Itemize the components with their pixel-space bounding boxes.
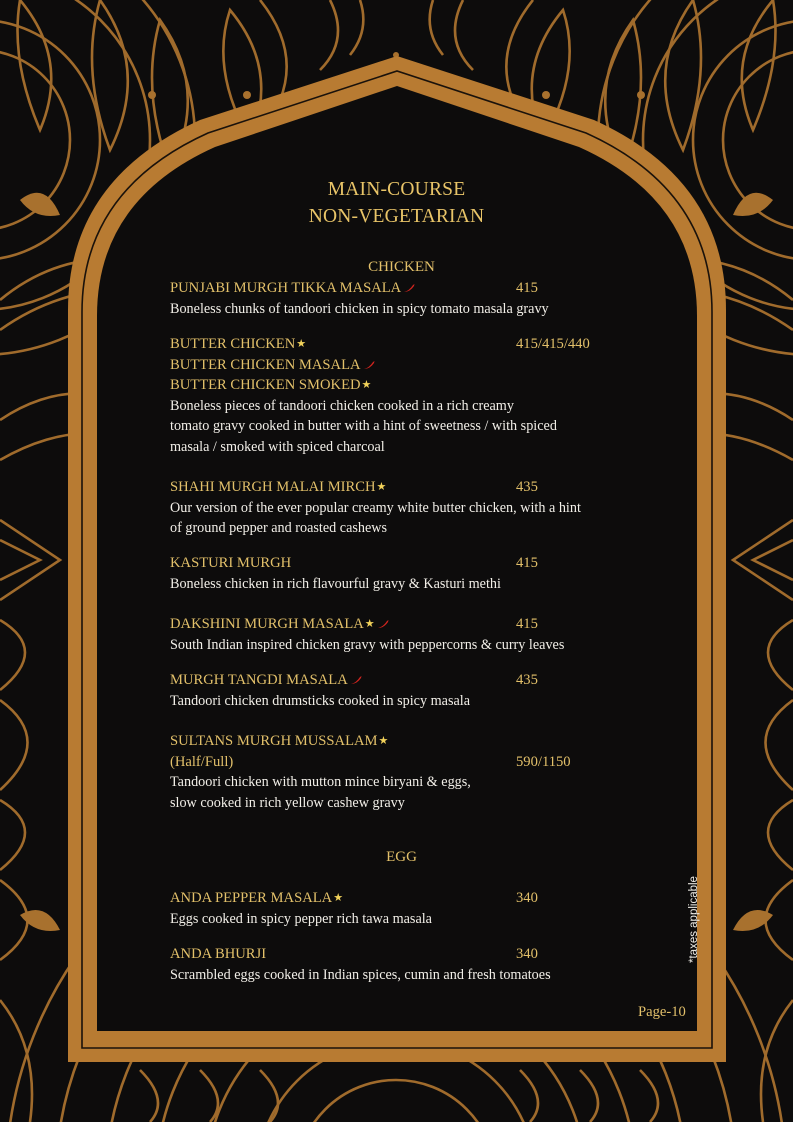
item-price: 340 xyxy=(516,890,538,906)
item-price: 340 xyxy=(516,946,538,962)
section-heading-egg: EGG xyxy=(386,849,417,865)
menu-item xyxy=(170,614,650,655)
spicy-chili-icon xyxy=(377,619,389,629)
item-name: BUTTER CHICKEN SMOKED★ xyxy=(170,377,372,393)
section-heading-chicken: CHICKEN xyxy=(368,259,435,275)
spicy-chili-icon xyxy=(350,675,362,685)
item-description: Boneless chicken in rich flavourful gravy & Kasturi methi xyxy=(170,575,501,592)
chef-special-star-icon: ★ xyxy=(361,379,372,391)
chef-special-star-icon: ★ xyxy=(333,892,344,904)
item-price: 590/1150 xyxy=(516,753,571,770)
item-description: Tandoori chicken with mutton mince biryani & eggs, xyxy=(170,774,471,790)
item-name: BUTTER CHICKEN MASALA xyxy=(170,355,650,376)
menu-item xyxy=(170,278,650,319)
menu-item xyxy=(170,334,650,457)
item-price: 415 xyxy=(516,616,538,632)
spicy-chili-icon xyxy=(363,360,375,370)
chef-special-star-icon: ★ xyxy=(378,735,389,747)
menu-item xyxy=(170,888,650,929)
item-name: SULTANS MURGH MUSSALAM★ xyxy=(170,733,389,749)
item-name: BUTTER CHICKEN★ xyxy=(170,336,307,352)
item-description: Our version of the ever popular creamy white butter chicken, with a hint xyxy=(170,499,581,516)
page-number: Page-10 xyxy=(638,1004,686,1020)
page-title-line1: MAIN-COURSE xyxy=(327,179,466,200)
item-description: Boneless chunks of tandoori chicken in spicy tomato masala gravy xyxy=(170,300,549,317)
item-name: DAKSHINI MURGH MASALA★ xyxy=(170,614,650,635)
item-price: 415/415/440 xyxy=(516,336,590,352)
item-description: Scrambled eggs cooked in Indian spices, cumin and fresh tomatoes xyxy=(170,966,551,983)
menu-item xyxy=(170,477,650,539)
item-name: ANDA BHURJI xyxy=(170,946,267,962)
item-description: masala / smoked with spiced charcoal xyxy=(170,438,385,455)
taxes-note: *taxes applicable xyxy=(688,876,700,963)
page-title-line2: NON-VEGETARIAN xyxy=(308,206,485,227)
item-price: 435 xyxy=(516,479,538,495)
item-name: ANDA PEPPER MASALA★ xyxy=(170,890,344,906)
menu-item xyxy=(170,553,650,594)
item-description: Tandoori chicken drumsticks cooked in spicy masala xyxy=(170,692,471,709)
item-description: tomato gravy cooked in butter with a hint of sweetness / with spiced xyxy=(170,418,557,434)
menu-item xyxy=(170,670,650,711)
item-price: 415 xyxy=(516,280,538,296)
item-name: SHAHI MURGH MALAI MIRCH★ xyxy=(170,479,387,495)
chef-special-star-icon: ★ xyxy=(364,618,375,630)
chef-special-star-icon: ★ xyxy=(296,338,307,350)
spicy-chili-icon xyxy=(403,283,415,293)
chef-special-star-icon: ★ xyxy=(376,481,387,493)
item-description: Boneless pieces of tandoori chicken cooked in a rich creamy xyxy=(170,397,514,414)
item-price: 415 xyxy=(516,555,538,571)
item-price: 435 xyxy=(516,672,538,688)
item-name: PUNJABI MURGH TIKKA MASALA xyxy=(170,278,650,299)
item-description: slow cooked in rich yellow cashew gravy xyxy=(170,794,405,811)
menu-item xyxy=(170,944,650,985)
item-description: Eggs cooked in spicy pepper rich tawa masala xyxy=(170,910,432,927)
item-name: MURGH TANGDI MASALA xyxy=(170,670,650,691)
item-portion: (Half/Full) xyxy=(170,753,234,770)
item-description: South Indian inspired chicken gravy with peppercorns & curry leaves xyxy=(170,636,565,653)
menu-item xyxy=(170,731,650,813)
item-description: of ground pepper and roasted cashews xyxy=(170,520,388,536)
item-name: KASTURI MURGH xyxy=(170,555,292,571)
